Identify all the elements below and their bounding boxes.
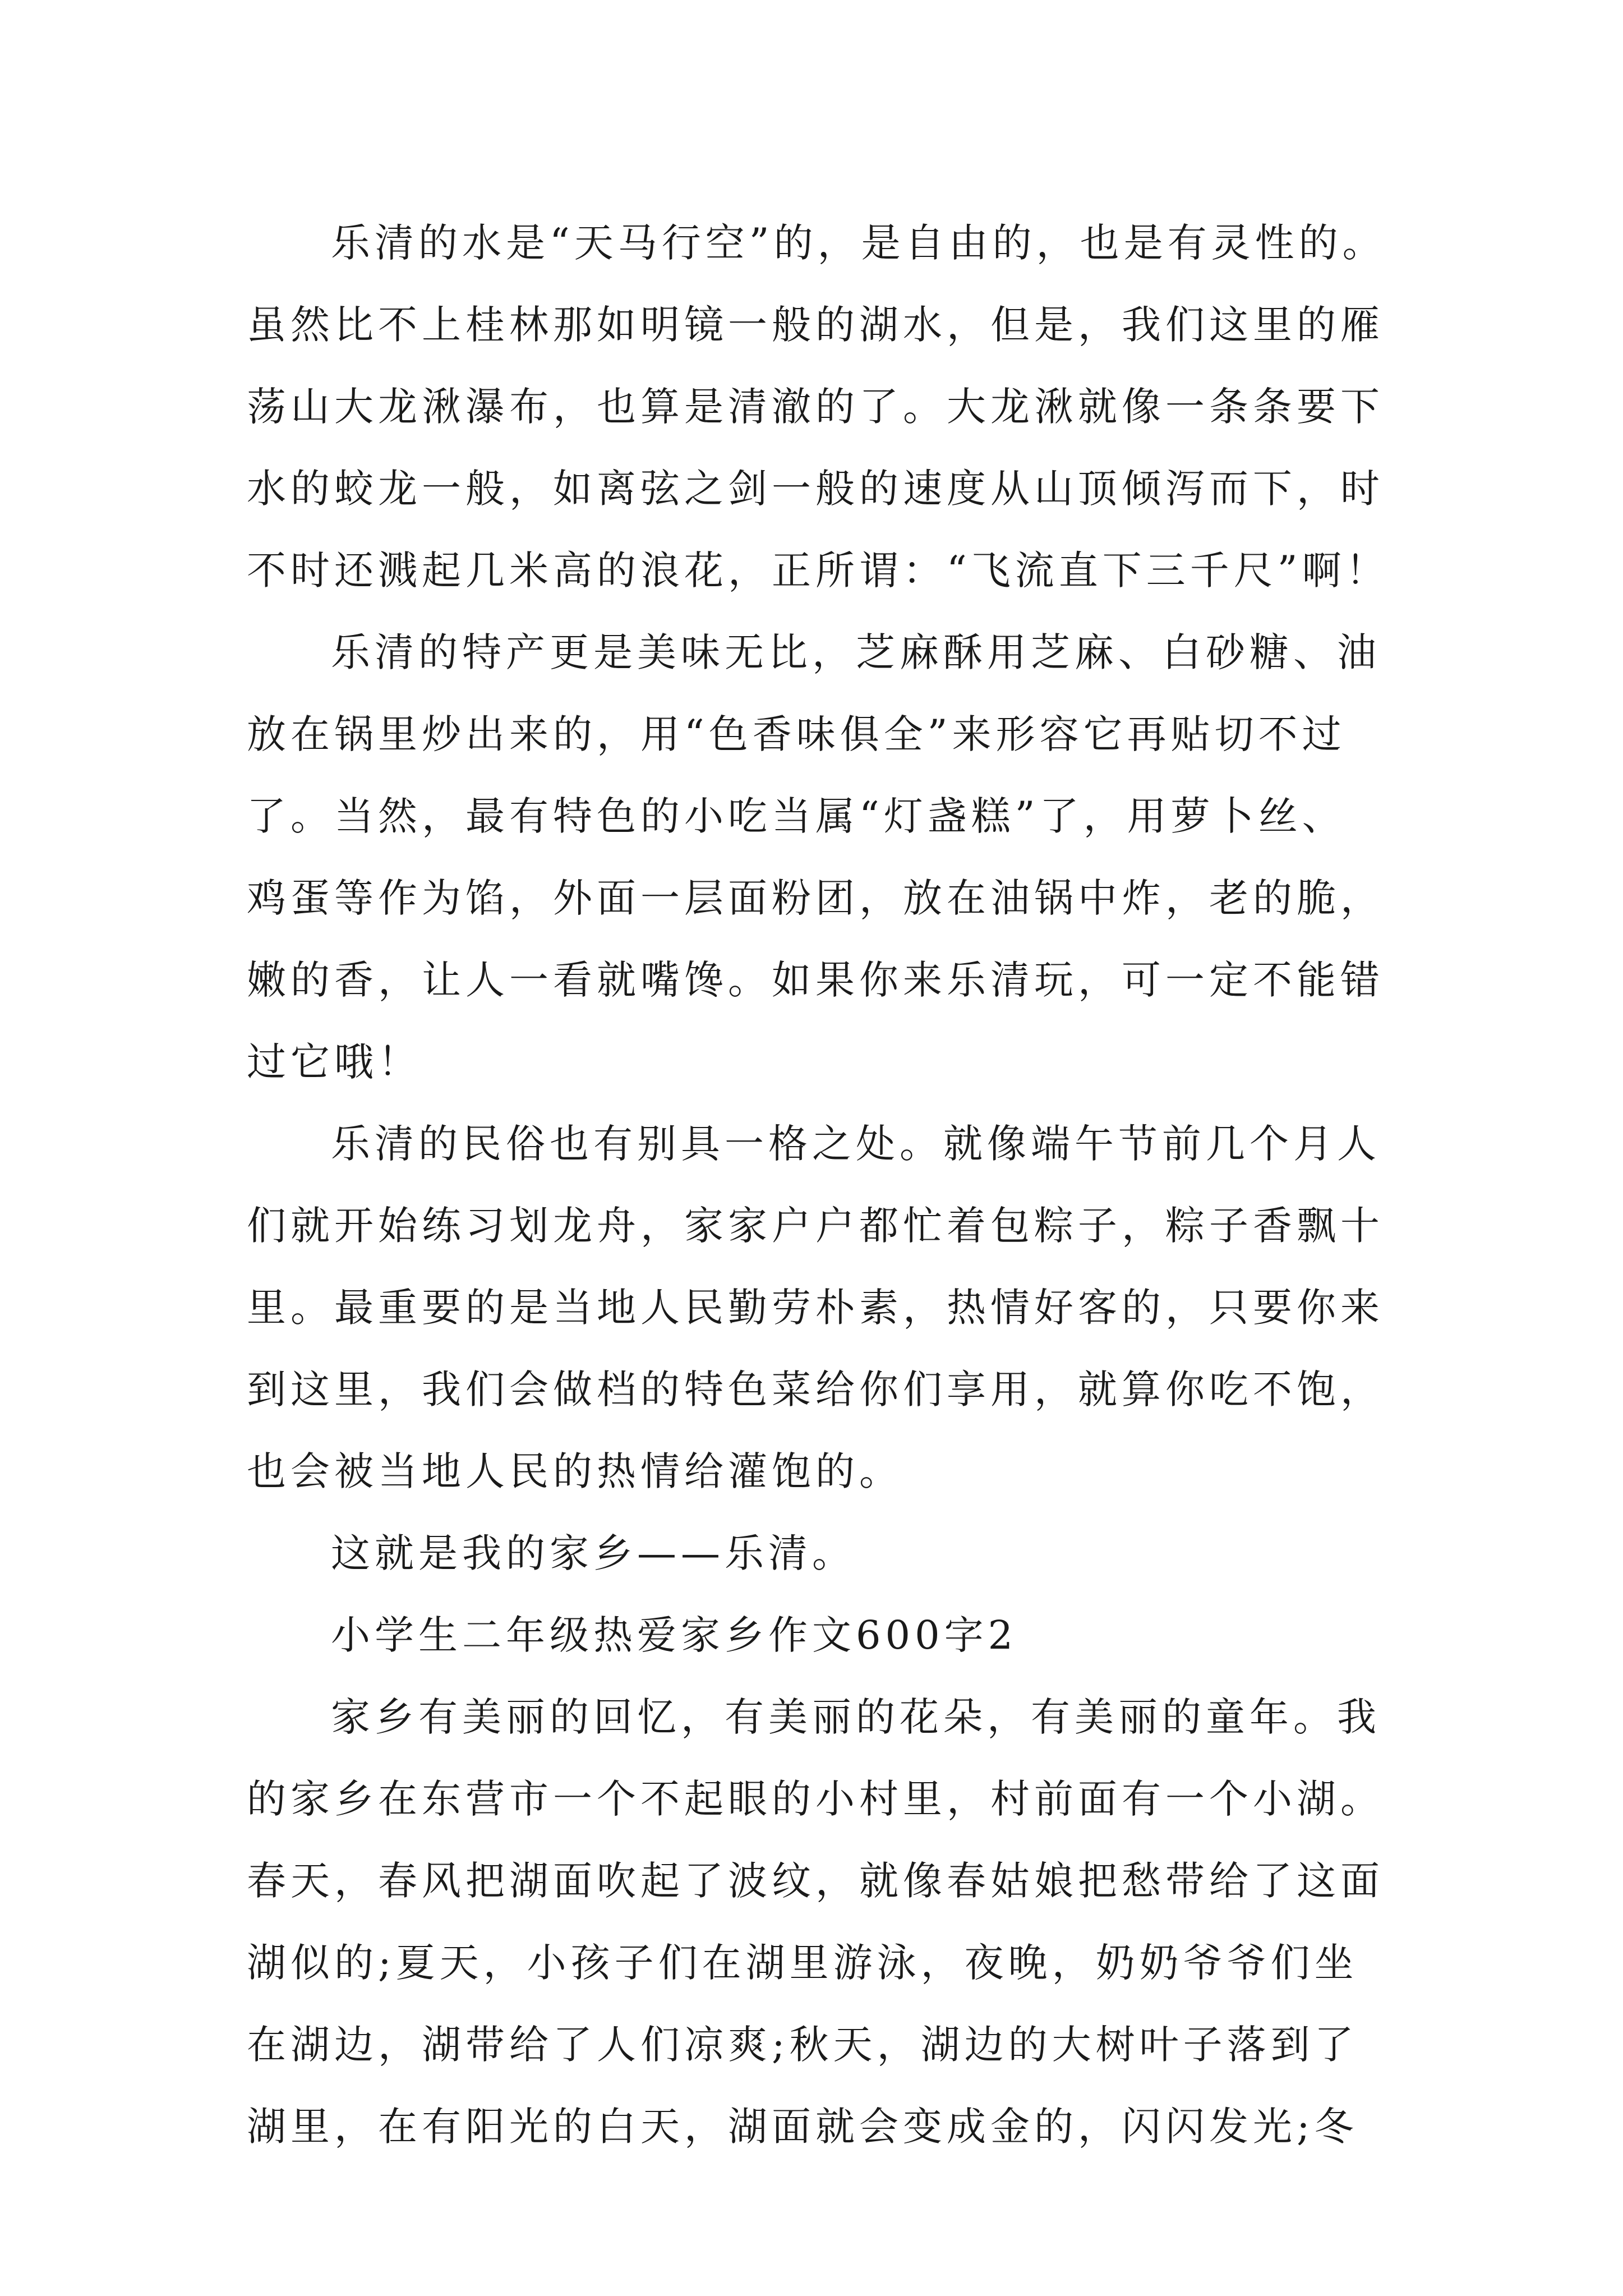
paragraph-line: 在湖边，湖带给了人们凉爽;秋天，湖边的大树叶子落到了 — [247, 2022, 1358, 2068]
paragraph-line: 家乡有美丽的回忆，有美丽的花朵，有美丽的童年。我 — [331, 1694, 1381, 1740]
paragraph-line: 也会被当地人民的热情给灌饱的。 — [247, 1448, 903, 1494]
paragraph-line: 乐清的民俗也有别具一格之处。就像端午节前几个月人 — [331, 1121, 1381, 1167]
section-heading: 小学生二年级热爱家乡作文600字2 — [331, 1612, 1018, 1658]
paragraph-line: 嫩的香，让人一看就嘴馋。如果你来乐清玩，可一定不能错 — [247, 957, 1384, 1003]
paragraph-line: 荡山大龙湫瀑布，也算是清澈的了。大龙湫就像一条条要下 — [247, 384, 1384, 430]
paragraph-line: 了。当然，最有特色的小吃当属“灯盏糕”了，用萝卜丝、 — [247, 793, 1346, 839]
paragraph-line: 鸡蛋等作为馅，外面一层面粉团，放在油锅中炸，老的脆， — [247, 875, 1384, 921]
paragraph-line: 的家乡在东营市一个不起眼的小村里，村前面有一个小湖。 — [247, 1776, 1384, 1822]
document-body — [247, 202, 1390, 2168]
paragraph-line: 过它哦！ — [247, 1039, 422, 1085]
paragraph-line: 水的蛟龙一般，如离弦之剑一般的速度从山顶倾泻而下，时 — [247, 466, 1384, 512]
paragraph-line: 里。最重要的是当地人民勤劳朴素，热情好客的，只要你来 — [247, 1285, 1384, 1331]
paragraph-line: 到这里，我们会做档的特色菜给你们享用，就算你吃不饱， — [247, 1366, 1384, 1412]
paragraph-line: 乐清的水是“天马行空”的，是自由的，也是有灵性的。 — [331, 220, 1386, 266]
paragraph-line: 湖似的;夏天，小孩子们在湖里游泳，夜晚，奶奶爷爷们坐 — [247, 1940, 1358, 1986]
paragraph-line: 春天，春风把湖面吹起了波纹，就像春姑娘把愁带给了这面 — [247, 1858, 1384, 1904]
paragraph-line: 这就是我的家乡——乐清。 — [331, 1530, 856, 1576]
paragraph-line: 虽然比不上桂林那如明镜一般的湖水，但是，我们这里的雁 — [247, 302, 1384, 348]
paragraph-line: 们就开始练习划龙舟，家家户户都忙着包粽子，粽子香飘十 — [247, 1203, 1384, 1249]
paragraph-line: 放在锅里炒出来的，用“色香味俱全”来形容它再贴切不过 — [247, 711, 1346, 757]
paragraph-line: 乐清的特产更是美味无比，芝麻酥用芝麻、白砂糖、油 — [331, 629, 1381, 675]
paragraph-line: 湖里，在有阳光的白天，湖面就会变成金的，闪闪发光;冬 — [247, 2104, 1358, 2150]
paragraph-line: 不时还溅起几米高的浪花，正所谓：“飞流直下三千尺”啊！ — [247, 547, 1390, 593]
